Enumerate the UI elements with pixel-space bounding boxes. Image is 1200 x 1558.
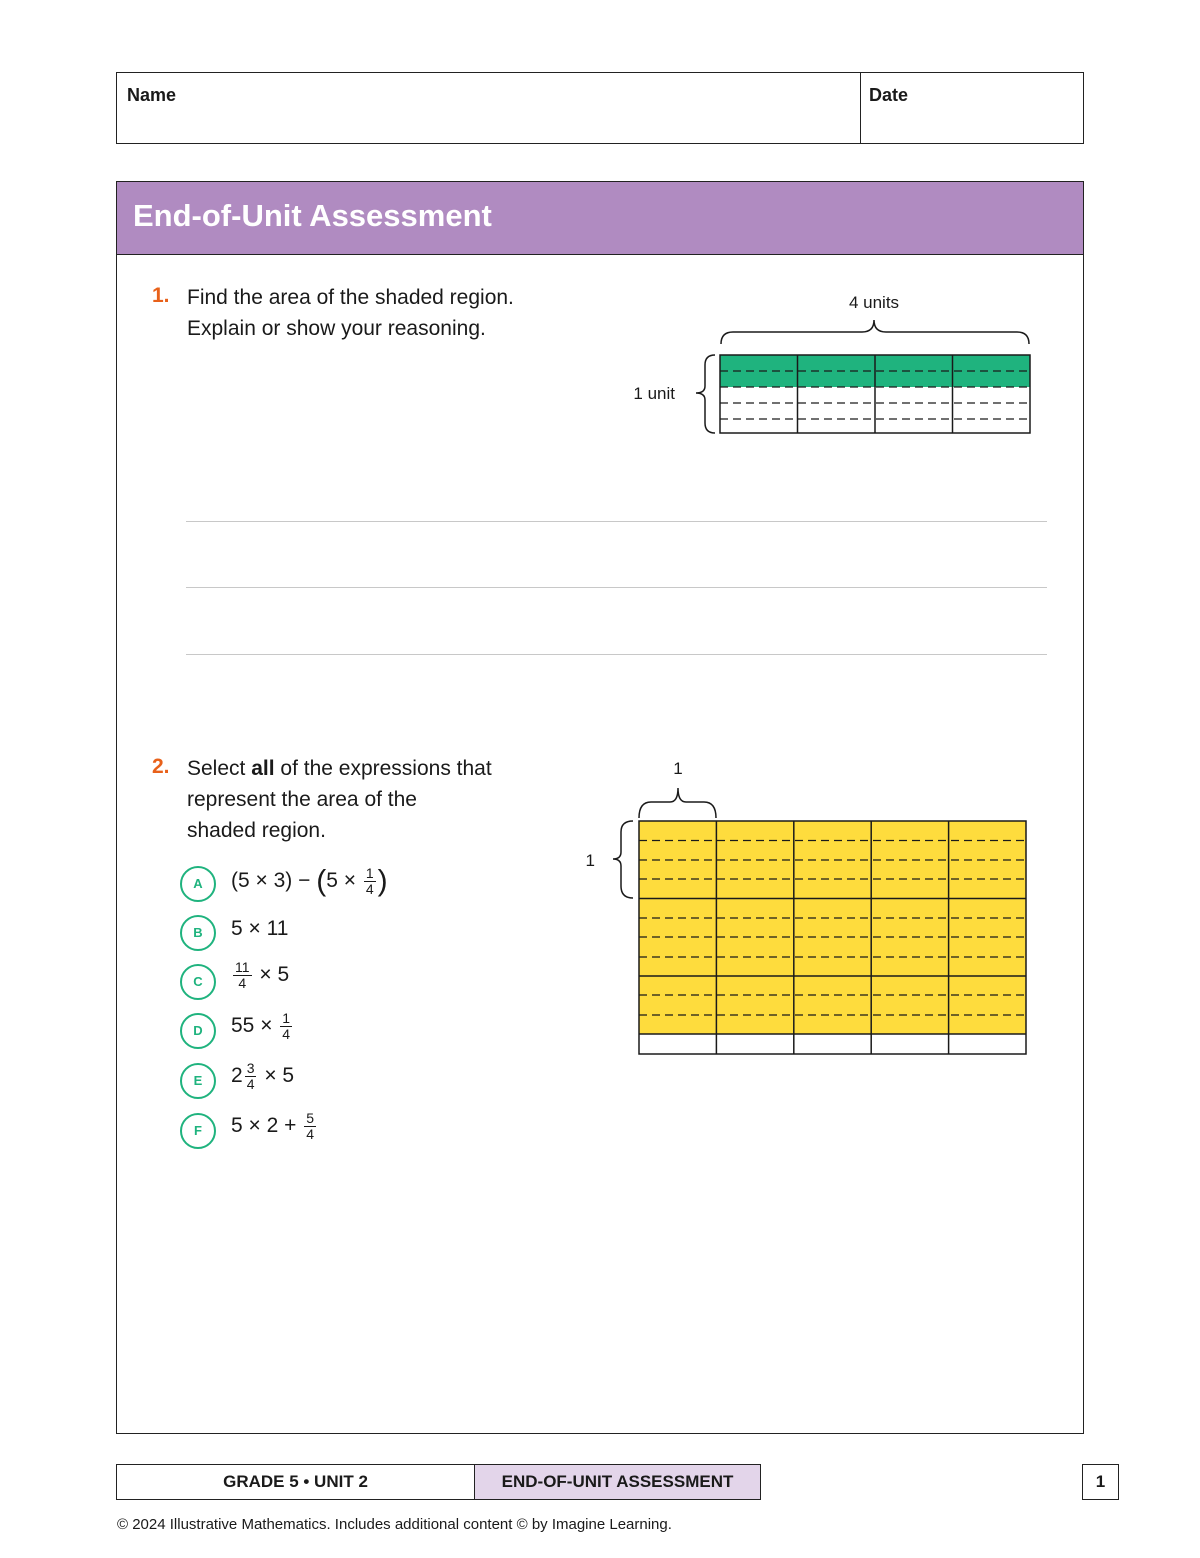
q1-width-label: 4 units <box>848 293 900 312</box>
footer-section: END-OF-UNIT ASSESSMENT <box>474 1464 761 1500</box>
question-1-line2: Explain or show your reasoning. <box>187 317 486 340</box>
q1-height-label: 1 unit <box>633 384 675 403</box>
choice-f-before: 5 × 2 + <box>231 1114 303 1138</box>
choice-c-after: × 5 <box>253 963 290 987</box>
answer-line-2[interactable] <box>186 587 1047 588</box>
choice-d-before: 55 × <box>231 1014 279 1038</box>
question-1-number: 1. <box>152 284 170 307</box>
title-banner <box>117 182 1083 255</box>
q1-width-brace <box>721 320 1029 344</box>
name-label: Name <box>127 85 177 105</box>
choice-e-bubble[interactable]: E <box>180 1063 216 1099</box>
choice-b-expression: 5 × 11 <box>231 917 289 940</box>
q2-line1-bold: all <box>251 757 275 780</box>
choice-d-bubble[interactable]: D <box>180 1013 216 1049</box>
choice-e-after: × 5 <box>258 1064 295 1088</box>
question-2-prompt <box>187 753 492 846</box>
question-2-number: 2. <box>152 755 170 778</box>
answer-line-3[interactable] <box>186 654 1047 655</box>
question-1-diagram <box>600 282 1060 452</box>
choice-a-bubble[interactable]: A <box>180 866 216 902</box>
footer-page-number: 1 <box>1082 1464 1119 1500</box>
choice-e-whole: 2 <box>231 1064 243 1088</box>
question-2-line1 <box>187 753 492 784</box>
choice-d-fraction: $\frac{1}{4}$ <box>282 1010 291 1042</box>
choice-a-part1: (5 × 3) − <box>231 869 317 893</box>
choice-c-fraction: $\frac{11}{4}$ <box>235 959 250 991</box>
name-date-divider <box>860 73 861 143</box>
choice-e-expression <box>231 1061 294 1092</box>
choice-a-fraction: $\frac{1}{4}$ <box>365 865 374 897</box>
q2-line1-pre: Select <box>187 757 252 780</box>
question-2-diagram <box>580 752 1040 1062</box>
choice-c-bubble[interactable]: C <box>180 964 216 1000</box>
date-label: Date <box>869 85 909 105</box>
question-2-line2: represent the area of the <box>187 788 417 811</box>
answer-line-1[interactable] <box>186 521 1047 522</box>
q2-width-label: 1 <box>673 759 683 778</box>
footer-grade-unit: GRADE 5 • UNIT 2 <box>116 1464 475 1500</box>
copyright-notice: © 2024 Illustrative Mathematics. Includes additional content © by Imagine Learning. <box>117 1516 672 1533</box>
choice-c-expression <box>231 960 289 991</box>
choice-f-bubble[interactable]: F <box>180 1113 216 1149</box>
choice-b-bubble[interactable]: B <box>180 915 216 951</box>
q2-shaded-region <box>639 821 1026 1034</box>
choice-d-expression <box>231 1011 294 1042</box>
choice-a-part2: 5 × <box>326 869 362 893</box>
q2-line1-post: of the expressions that <box>274 757 492 780</box>
q1-height-brace <box>696 355 715 433</box>
choice-f-expression <box>231 1111 318 1142</box>
q2-height-brace <box>613 821 633 898</box>
page-title: End-of-Unit Assessment <box>133 198 492 233</box>
choice-e-fraction: $\frac{3}{4}$ <box>246 1060 255 1092</box>
q2-height-label: 1 <box>585 851 595 870</box>
q2-width-brace <box>639 788 716 818</box>
question-2-line3: shaded region. <box>187 819 326 842</box>
choice-f-fraction: $\frac{5}{4}$ <box>306 1110 315 1142</box>
question-1-prompt <box>187 282 514 344</box>
name-date-box <box>116 72 1084 144</box>
choice-a-expression: (5 × 3) − (5 × $\frac{1}{4}$ ) <box>231 864 388 898</box>
question-1-line1: Find the area of the shaded region. <box>187 286 514 309</box>
